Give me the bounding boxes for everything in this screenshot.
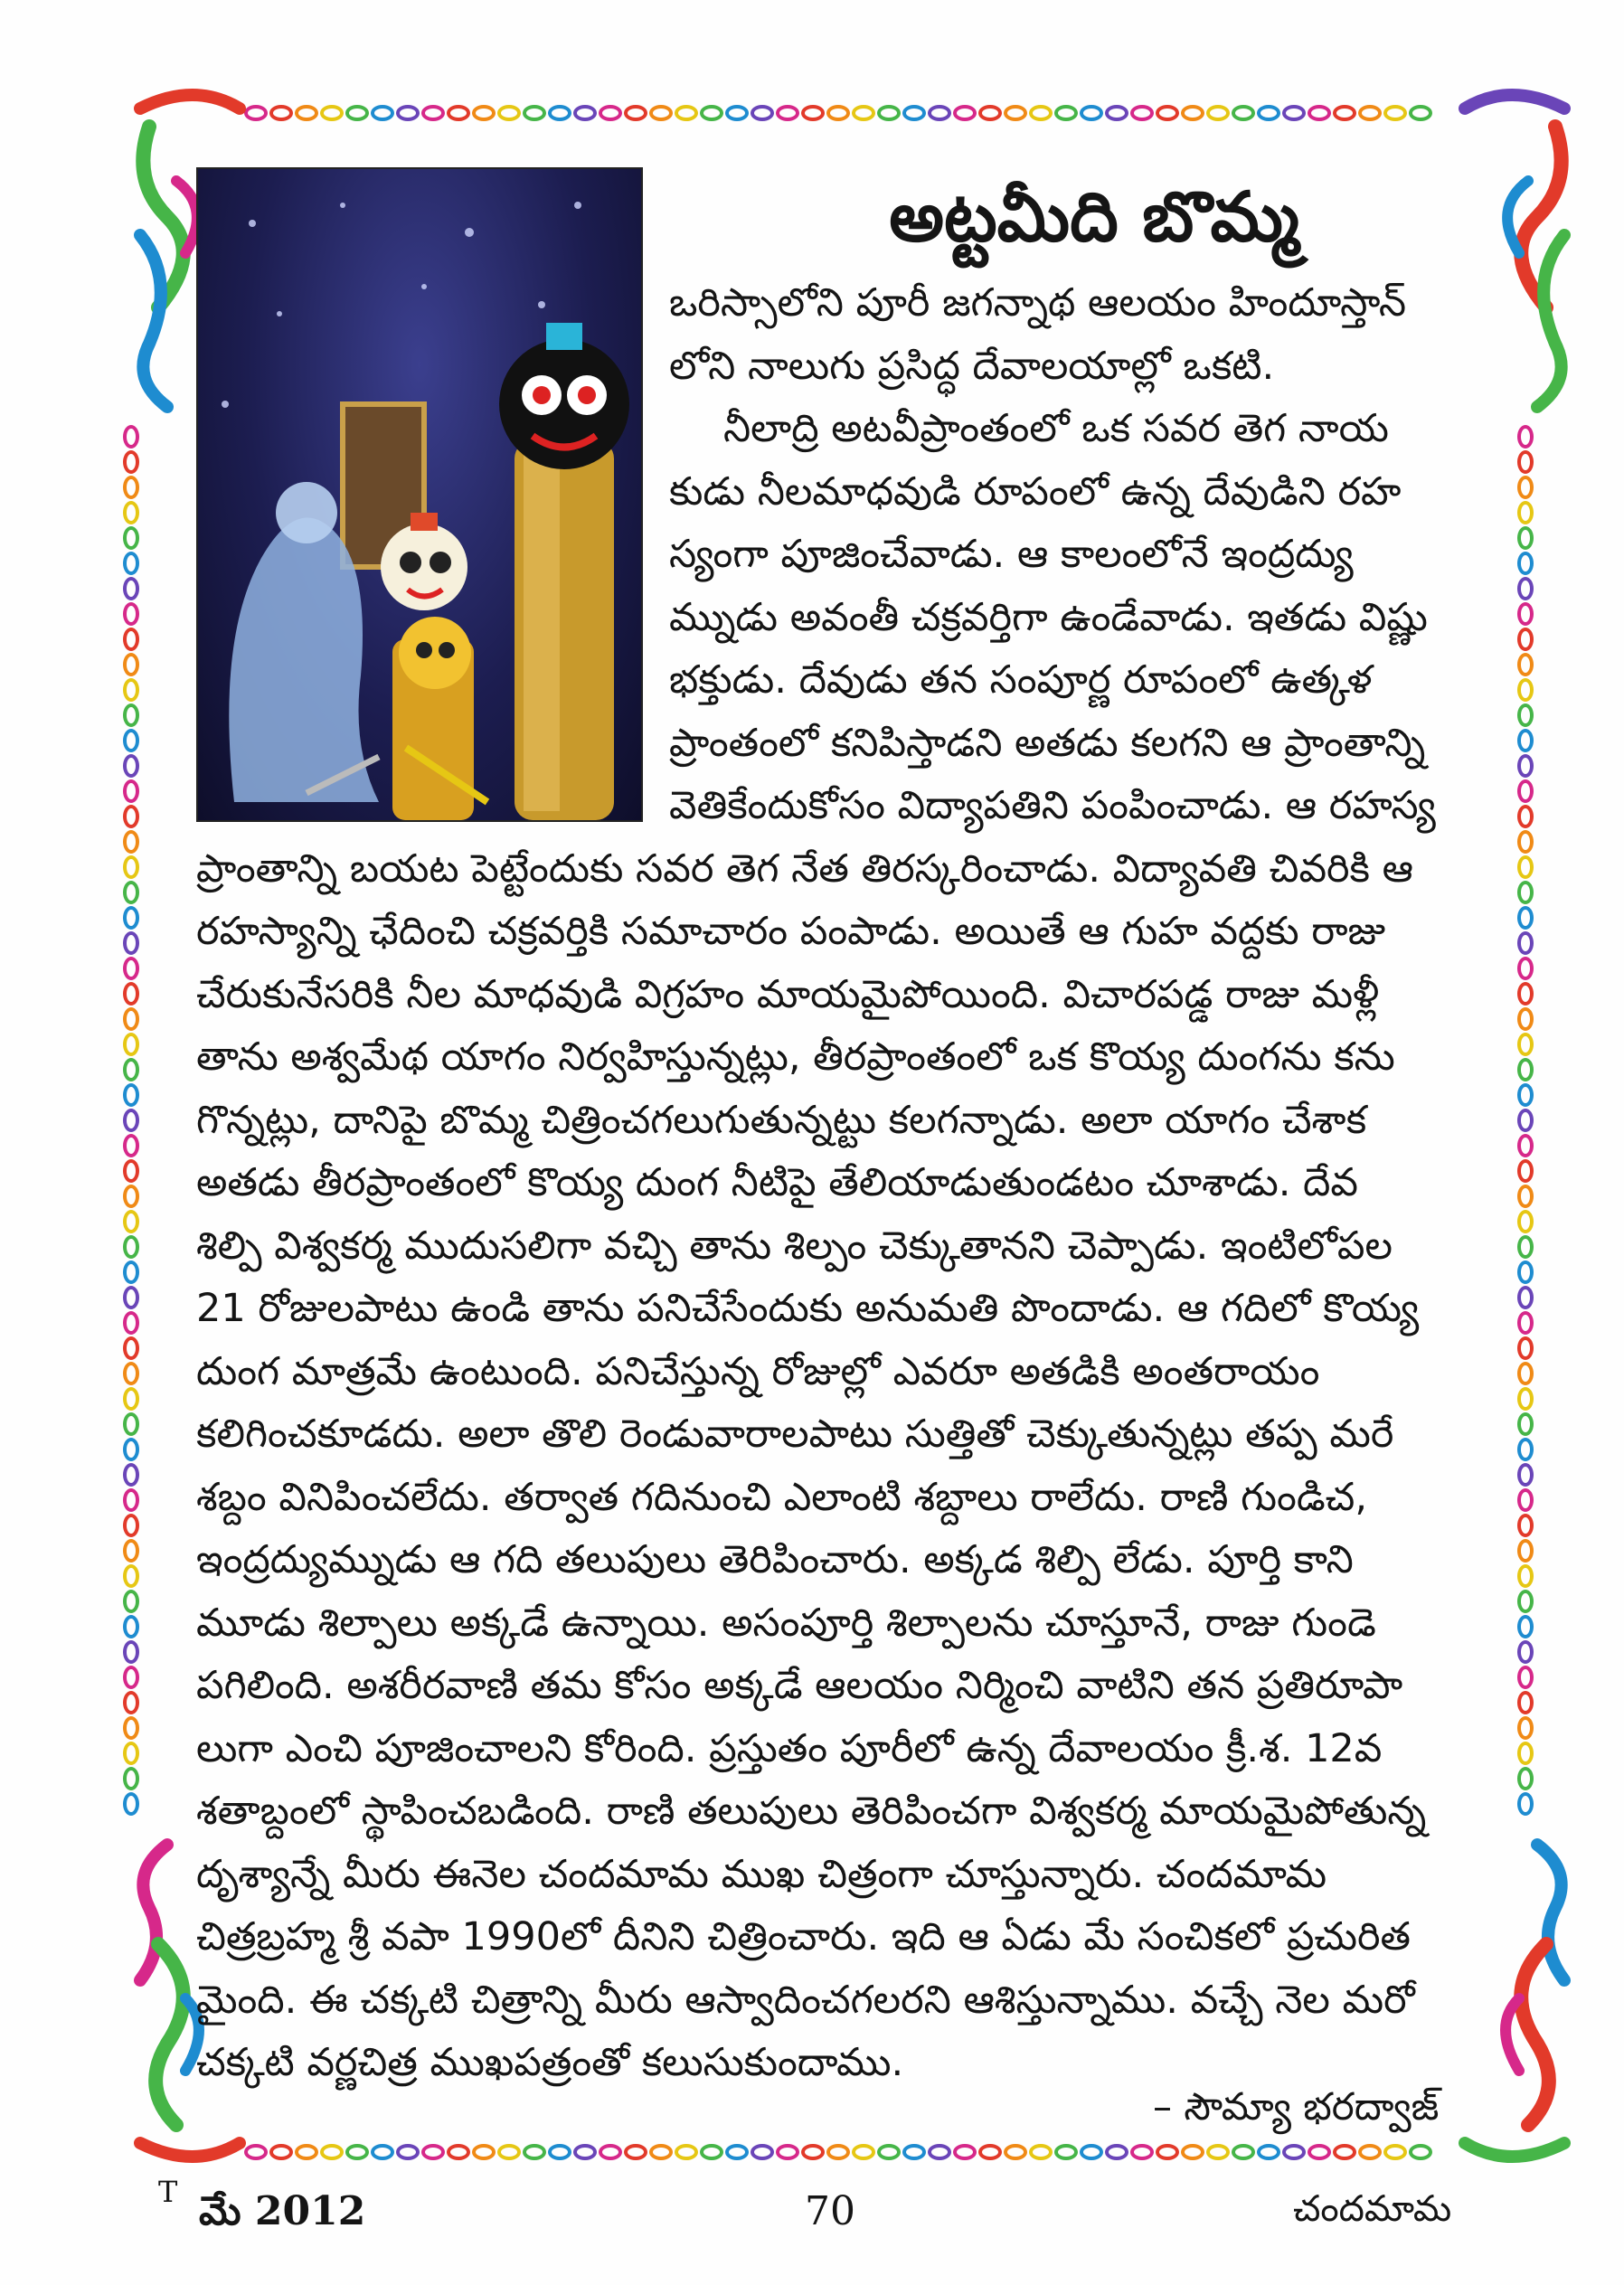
chain-link [1517,1261,1534,1284]
chain-link [1517,855,1534,879]
chain-link [1156,105,1179,121]
chain-link [1282,105,1306,121]
article-line: దుంగ మాత్రమే ఉంటుంది. పనిచేస్తున్న రోజుల్లో ఎవరూ అతడికి అంతరాయం [196,1348,1320,1394]
chain-link [1517,881,1534,904]
chain-link [123,1058,139,1081]
chain-link [371,2144,394,2160]
chain-link [599,105,622,121]
chain-link [123,526,139,550]
chain-link [123,577,139,600]
chain-link [123,1387,139,1411]
article-line: మైంది. ఈ చక్కటి చిత్రాన్ని మీరు ఆస్వాదించగలరని ఆశిస్తున్నాము. వచ్చే నెల మరో [196,1977,1415,2023]
chain-link [1257,2144,1280,2160]
chain-link [123,729,139,752]
chain-link [1517,1109,1534,1132]
chain-link [1333,105,1356,121]
chain-link [1517,830,1534,854]
chain-link [123,1590,139,1613]
chain-link [123,982,139,1006]
chain-link [123,1159,139,1183]
chain-link [624,105,647,121]
chain-link [123,1767,139,1790]
chain-link [123,1666,139,1689]
chain-link [1517,501,1534,524]
chain-link [776,2144,799,2160]
chain-link [123,450,139,474]
chain-link [1517,754,1534,778]
chain-link [123,1210,139,1233]
chain-link [123,881,139,904]
chain-link [1232,2144,1255,2160]
chain-link [877,105,901,121]
chain-link [123,754,139,778]
chain-link [649,2144,673,2160]
chain-link [1409,105,1432,121]
article-line: స్యంగా పూజించేవాడు. ఆ కాలంలోనే ఇంద్రద్యు [669,532,1354,577]
chain-link [123,1336,139,1360]
chain-link [1517,703,1534,727]
chain-link [1206,2144,1230,2160]
chain-link [320,105,344,121]
chain-link [573,2144,597,2160]
chain-link [1232,105,1255,121]
chain-link [1517,1412,1534,1436]
chain-link [1080,2144,1103,2160]
chain-link [123,1134,139,1157]
border-chain-top [244,99,1438,127]
chain-link [1517,1514,1534,1537]
chain-link [123,855,139,879]
chain-link [472,105,496,121]
border-chain-bottom [244,2139,1438,2166]
chain-link [1517,1590,1534,1613]
chain-link [1517,653,1534,676]
article-line: మ్నుడు అవంతీ చక్రవర్తిగా ఉండేవాడు. ఇతడు విష్ణు [669,594,1428,640]
chain-link [123,425,139,449]
chain-link [548,105,571,121]
chain-link [1517,1033,1534,1056]
chain-link [123,957,139,980]
article-line: చక్కటి వర్ణచిత్ర ముఖపత్రంతో కలుసుకుందాము. [196,2040,904,2085]
chain-link [953,105,977,121]
chain-link [1517,1286,1534,1309]
chain-link [902,2144,926,2160]
chain-link [877,2144,901,2160]
chain-link [1054,105,1078,121]
chain-link [523,2144,546,2160]
chain-link [1517,476,1534,499]
chain-link [123,678,139,702]
article-line: శబ్దం వినిపించలేదు. తర్వాత గదినుంచి ఎలాంటి శబ్దాలు రాలేదు. రాణి గుండిచ, [196,1474,1368,1520]
chain-link [725,2144,749,2160]
chain-link [649,105,673,121]
chain-link [1029,2144,1053,2160]
chain-link [725,105,749,121]
chain-link [1517,1691,1534,1714]
chain-link [269,2144,293,2160]
chain-link [123,931,139,955]
chain-link [447,105,470,121]
chain-link [1517,1210,1534,1233]
chain-link [1383,2144,1407,2160]
chain-link [826,105,850,121]
chain-link [1517,1438,1534,1461]
chain-link [123,501,139,524]
article-line: అతడు తీరప్రాంతంలో కొయ్య దుంగ నీటిపై తేలియాడుతుండటం చూశాడు. దేవ [196,1160,1358,1205]
chain-link [700,105,723,121]
chain-link [345,2144,369,2160]
chain-link [1517,1185,1534,1208]
chain-link [902,105,926,121]
chain-link [1156,2144,1179,2160]
chain-link [123,653,139,676]
chain-link [1517,628,1534,651]
article-line: నీలాద్రి అటవీప్రాంతంలో ఒక సవర తెగ నాయ [723,406,1389,451]
chain-link [826,2144,850,2160]
article-line: కలిగించకూడదు. అలా తొలి రెండువారాలపాటు సుత్తితో చెక్కుతున్నట్లు తప్ప మరే [196,1412,1394,1457]
chain-link [1333,2144,1356,2160]
chain-link [1029,105,1053,121]
chain-link [123,1311,139,1335]
chain-link [1517,1463,1534,1487]
chain-link [1517,1666,1534,1689]
chain-link [1358,2144,1382,2160]
chain-link [1206,105,1230,121]
chain-link [295,2144,318,2160]
chain-link [1409,2144,1432,2160]
chain-link [675,105,698,121]
chain-link [1383,105,1407,121]
chain-link [1181,2144,1204,2160]
chain-link [123,1792,139,1816]
chain-link [978,105,1002,121]
chain-link [396,105,420,121]
chain-link [978,2144,1002,2160]
chain-link [1517,577,1534,600]
chain-link [123,552,139,575]
chain-link [548,2144,571,2160]
chain-link [1517,906,1534,930]
chain-link [1517,982,1534,1006]
chain-link [123,805,139,828]
chain-link [1517,1311,1534,1335]
chain-link [599,2144,622,2160]
chain-link [421,105,445,121]
chain-link [1004,105,1027,121]
cover-illustration [196,167,643,822]
article-line: శిల్పి విశ్వకర్మ ముదుసలిగా వచ్చి తాను శిల్పం చెక్కుతానని చెప్పాడు. ఇంటిలోపల [196,1223,1393,1269]
article-line: లోని నాలుగు ప్రసిద్ధ దేవాలయాల్లో ఒకటి. [669,343,1275,389]
chain-link [1257,105,1280,121]
chain-link [123,1362,139,1385]
chain-link [345,105,369,121]
article-line: మూడు శిల్పాలు అక్కడే ఉన్నాయి. అసంపూర్తి శిల్పాలను చూస్తూనే, రాజు గుండె [196,1600,1376,1646]
chain-link [675,2144,698,2160]
article-line: వెతికేందుకోసం విద్యాపతిని పంపించాడు. ఆ రహస్య [669,783,1436,828]
chain-link [1358,105,1382,121]
chain-link [1517,1083,1534,1107]
chain-link [123,1033,139,1056]
chain-link [852,2144,875,2160]
border-chain-right [1512,425,1539,1818]
chain-link [1105,105,1128,121]
chain-link [1517,805,1534,828]
chain-link [123,1716,139,1740]
chain-link [1181,105,1204,121]
chain-link [624,2144,647,2160]
chain-link [700,2144,723,2160]
article-line: చిత్రబ్రహ్మ శ్రీ వపా 1990లో దీనిని చిత్రించారు. ఇది ఆ ఏడు మే సంచికలో ప్రచురిత [196,1914,1411,1959]
chain-link [1517,1716,1534,1740]
chain-link [123,1438,139,1461]
chain-link [953,2144,977,2160]
chain-link [1517,1539,1534,1563]
chain-link [801,105,825,121]
chain-link [573,105,597,121]
chain-link [1517,1767,1534,1790]
chain-link [751,105,774,121]
chain-link [447,2144,470,2160]
chain-link [123,906,139,930]
article-line: చేరుకునేసరికి నీల మాధవుడి విగ్రహం మాయమైపోయింది. విచారపడ్డ రాజు మళ్లీ [196,971,1380,1017]
article-line: భక్తుడు. దేవుడు తన సంపూర్ణ రూపంలో ఉత్కళ [669,657,1373,703]
chain-link [123,830,139,854]
chain-link [1517,1058,1534,1081]
chain-link [123,1564,139,1588]
chain-link [123,1286,139,1309]
chain-link [123,1007,139,1031]
chain-link [1517,1336,1534,1360]
article-line: ఇంద్రద్యుమ్నుడు ఆ గది తలుపులు తెరిపించారు. అక్కడ శిల్పి లేడు. పూర్తి కాని [196,1537,1354,1582]
article-line: పగిలింది. అశరీరవాణి తమ కోసం అక్కడే ఆలయం నిర్మించి వాటిని తన ప్రతిరూపా [196,1663,1403,1708]
corner-swirl-top-right [1447,72,1591,416]
article-line: కుడు నీలమాధవుడి రూపంలో ఉన్న దేవుడిని రహ [669,468,1402,515]
article-signature: – సౌమ్యా భరద్వాజ్ [1153,2084,1440,2129]
chain-link [123,779,139,803]
chain-link [123,1261,139,1284]
chain-link [371,105,394,121]
chain-link [523,105,546,121]
chain-link [852,105,875,121]
chain-link [1130,105,1154,121]
chain-link [1517,552,1534,575]
chain-link [1004,2144,1027,2160]
chain-link [269,105,293,121]
chain-link [1054,2144,1078,2160]
chain-link [1517,1742,1534,1765]
page-number: 70 [805,2188,855,2234]
chain-link [1517,1235,1534,1259]
chain-link [497,105,521,121]
chain-link [123,1235,139,1259]
corner-swirl-bottom-right [1447,1836,1591,2179]
chain-link [295,105,318,121]
article-line: ప్రాంతంలో కనిపిస్తాడని అతడు కలగని ఆ ప్రాంతాన్ని [669,720,1426,766]
article-line: రహస్యాన్ని ఛేదించి చక్రవర్తికి సమాచారం పంపాడు. అయితే ఆ గుహ వద్దకు రాజు [196,909,1386,954]
article-line: గొన్నట్లు, దానిపై బొమ్మ చిత్రించగలుగుతున్నట్టు కలగన్నాడు. అలా యాగం చేశాక [196,1097,1367,1143]
chain-link [123,476,139,499]
chain-link [123,1488,139,1512]
chain-link [1517,1488,1534,1512]
chain-link [1517,1134,1534,1157]
chain-link [1517,931,1534,955]
chain-link [1517,779,1534,803]
chain-link [1517,602,1534,626]
chain-link [123,628,139,651]
chain-link [123,1185,139,1208]
chain-link [123,1412,139,1436]
article-line: దృశ్యాన్నే మీరు ఈనెల చందమామ ముఖ చిత్రంగా చూస్తున్నారు. చందమామ [196,1851,1327,1897]
chain-link [928,2144,951,2160]
chain-link [751,2144,774,2160]
chain-link [396,2144,420,2160]
chain-link [928,105,951,121]
chain-link [1105,2144,1128,2160]
chain-link [123,1640,139,1664]
chain-link [123,703,139,727]
chain-link [123,602,139,626]
chain-link [1517,1362,1534,1385]
chain-link [1517,957,1534,980]
chain-link [320,2144,344,2160]
chain-link [472,2144,496,2160]
chain-link [1517,1640,1534,1664]
magazine-name: చందమామ [1293,2188,1452,2230]
chain-link [123,1539,139,1563]
footer-marker: T [158,2175,178,2209]
chain-link [1308,2144,1331,2160]
article-title: అట్టమీది బొమ్మ [889,176,1299,257]
chain-link [1517,526,1534,550]
chain-link [1517,1792,1534,1816]
article-line: 21 రోజులపాటు ఉండి తాను పనిచేసేందుకు అనుమతి పొందాడు. ఆ గదిలో కొయ్య [196,1286,1420,1331]
chain-link [1308,105,1331,121]
chain-link [1517,1159,1534,1183]
chain-link [1517,729,1534,752]
article-line: లుగా ఎంచి పూజించాలని కోరింది. ప్రస్తుతం పూరీలో ఉన్న దేవాలయం క్రీ.శ. 12వ [196,1725,1383,1771]
article-line: ప్రాంతాన్ని బయట పెట్టేందుకు సవర తెగ నేత తిరస్కరించాడు. విద్యావతి చివరికి ఆ [196,845,1413,892]
chain-link [123,1463,139,1487]
chain-link [1282,2144,1306,2160]
chain-link [123,1514,139,1537]
chain-link [1130,2144,1154,2160]
chain-link [1517,1564,1534,1588]
chain-link [1517,450,1534,474]
chain-link [776,105,799,121]
chain-link [123,1742,139,1765]
footer-issue-date: మే 2012 [199,2188,366,2234]
chain-link [1517,1387,1534,1411]
chain-link [1517,678,1534,702]
chain-link [1517,425,1534,449]
border-chain-left [118,425,145,1818]
chain-link [421,2144,445,2160]
chain-link [123,1615,139,1638]
article-line: శతాబ్దంలో స్థాపించబడింది. రాణి తలుపులు తెరిపించగా విశ్వకర్మ మాయమైపోతున్న [196,1789,1427,1834]
article-line: ఒరిస్సాలోని పూరీ జగన్నాథ ఆలయం హిందూస్తాన్ [669,280,1407,326]
chain-link [123,1083,139,1107]
article-line: తాను అశ్వమేథ యాగం నిర్వహిస్తున్నట్లు, తీరప్రాంతంలో ఒక కొయ్య దుంగను కను [196,1034,1395,1080]
chain-link [801,2144,825,2160]
chain-link [123,1691,139,1714]
chain-link [1517,1007,1534,1031]
chain-link [1517,1615,1534,1638]
chain-link [497,2144,521,2160]
chain-link [1080,105,1103,121]
chain-link [123,1109,139,1132]
